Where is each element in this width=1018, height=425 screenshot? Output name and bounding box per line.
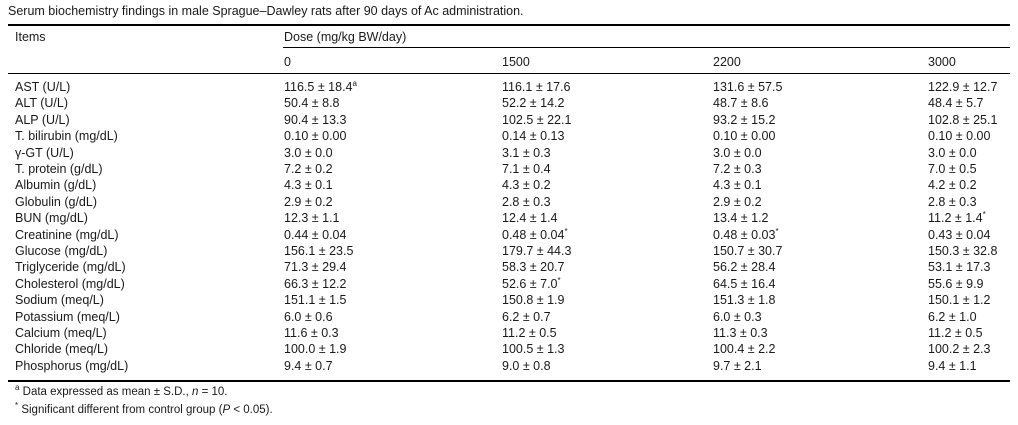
cell-footnote-mark: * — [557, 275, 561, 285]
dose-header-3000: 3000 — [928, 55, 956, 69]
cell-value: 6.0 ± 0.6 — [284, 309, 333, 324]
value-cell — [713, 277, 775, 291]
footnote-star — [15, 401, 273, 416]
value-cell — [713, 211, 769, 225]
row-item-label: Creatinine (mg/dL) — [15, 227, 119, 242]
value-cell — [502, 146, 551, 160]
cell-value: 3.1 ± 0.3 — [502, 145, 551, 160]
cell-value: 7.1 ± 0.4 — [502, 162, 551, 176]
table-row — [0, 80, 1018, 96]
value-cell — [284, 260, 346, 274]
cell-value: 100.5 ± 1.3 — [502, 342, 565, 357]
value-cell — [502, 96, 564, 110]
value-cell — [284, 359, 333, 373]
table-row — [0, 277, 1018, 293]
value-cell — [284, 228, 346, 242]
row-item-label: Cholesterol (mg/dL) — [15, 276, 125, 291]
cell-footnote-mark: a — [352, 79, 357, 88]
cell-value: 6.0 ± 0.3 — [713, 309, 762, 324]
value-cell — [502, 293, 564, 307]
value-cell — [502, 228, 568, 242]
cell-value: 3.0 ± 0.0 — [928, 145, 977, 160]
table-row — [0, 211, 1018, 227]
cell-value: 52.6 ± 7.0 — [502, 276, 558, 291]
header-rule — [8, 73, 1010, 74]
value-cell — [502, 80, 571, 94]
cell-value: 7.2 ± 0.2 — [284, 162, 333, 176]
dose-rule — [283, 47, 1010, 48]
dose-header: Dose (mg/kg BW/day) — [284, 30, 407, 44]
value-cell — [284, 178, 333, 192]
value-cell — [284, 342, 346, 356]
value-cell — [928, 293, 990, 307]
cell-value: 48.4 ± 5.7 — [928, 96, 984, 111]
cell-value: 71.3 ± 29.4 — [284, 260, 347, 275]
cell-value: 102.5 ± 22.1 — [502, 112, 572, 127]
row-item-label: ALT (U/L) — [15, 96, 69, 111]
row-item-label: T. protein (g/dL) — [15, 162, 103, 176]
bottom-rule — [8, 380, 1010, 382]
value-cell — [928, 342, 990, 356]
table-row — [0, 359, 1018, 375]
value-cell — [928, 178, 977, 192]
cell-value: 0.43 ± 0.04 — [928, 227, 991, 242]
footnote-italic: P — [222, 404, 231, 416]
footnote-a — [15, 383, 228, 398]
row-item-label: Calcium (meq/L) — [15, 326, 107, 340]
cell-value: 11.3 ± 0.3 — [713, 326, 768, 340]
value-cell — [713, 178, 762, 192]
table-row — [0, 228, 1018, 244]
cell-value: 11.2 ± 1.4 — [928, 211, 983, 226]
row-item-label: Chloride (meq/L) — [15, 342, 109, 357]
value-cell — [502, 310, 551, 324]
cell-value: 66.3 ± 12.2 — [284, 276, 347, 291]
value-cell — [928, 326, 983, 340]
value-cell — [502, 211, 558, 225]
value-cell — [502, 260, 564, 274]
table-row — [0, 310, 1018, 326]
value-cell — [928, 146, 977, 160]
cell-value: 2.8 ± 0.3 — [502, 194, 551, 209]
value-cell — [284, 96, 340, 110]
cell-value: 6.2 ± 1.0 — [928, 309, 977, 324]
table-row — [0, 162, 1018, 178]
row-item-label: Albumin (g/dL) — [15, 178, 97, 193]
row-item-label: Phosphorus (mg/dL) — [15, 358, 129, 373]
cell-value: 2.8 ± 0.3 — [928, 194, 977, 209]
cell-value: 4.2 ± 0.2 — [928, 178, 977, 193]
cell-value: 102.8 ± 25.1 — [928, 112, 998, 127]
table-row — [0, 113, 1018, 129]
value-cell — [502, 113, 571, 127]
value-cell — [713, 162, 762, 176]
cell-footnote-mark: * — [775, 226, 779, 236]
value-cell — [713, 342, 775, 356]
table-row — [0, 293, 1018, 309]
value-cell — [928, 129, 990, 143]
table-row — [0, 260, 1018, 276]
cell-value: 4.3 ± 0.1 — [713, 178, 762, 193]
cell-value: 11.6 ± 0.3 — [284, 326, 339, 340]
cell-value: 12.3 ± 1.1 — [284, 211, 340, 226]
value-cell — [713, 113, 775, 127]
cell-value: 64.5 ± 16.4 — [713, 276, 776, 291]
value-cell — [928, 195, 977, 209]
dose-header-0: 0 — [284, 55, 291, 69]
cell-value: 52.2 ± 14.2 — [502, 96, 565, 111]
cell-value: 55.6 ± 9.9 — [928, 276, 984, 291]
row-item-label: Sodium (meq/L) — [15, 293, 104, 308]
value-cell — [713, 129, 775, 143]
dose-header-2200: 2200 — [713, 55, 741, 69]
cell-value: 7.0 ± 0.5 — [928, 162, 977, 176]
cell-value: 122.9 ± 12.7 — [928, 80, 998, 94]
value-cell — [284, 326, 339, 340]
value-cell — [713, 228, 779, 242]
footnote-text: < 0.05). — [230, 404, 273, 416]
cell-value: 11.2 ± 0.5 — [928, 326, 983, 340]
table-row — [0, 96, 1018, 112]
cell-value: 50.4 ± 8.8 — [284, 96, 340, 111]
value-cell — [713, 326, 768, 340]
value-cell — [928, 162, 977, 176]
cell-value: 11.2 ± 0.5 — [502, 326, 557, 340]
value-cell — [502, 178, 551, 192]
cell-value: 151.1 ± 1.5 — [284, 293, 347, 308]
row-item-label: Globulin (g/dL) — [15, 194, 97, 209]
row-item-label: BUN (mg/dL) — [15, 211, 88, 226]
cell-value: 150.8 ± 1.9 — [502, 293, 565, 308]
value-cell — [928, 211, 986, 225]
value-cell — [713, 310, 762, 324]
value-cell — [713, 80, 782, 94]
value-cell — [284, 211, 340, 225]
cell-value: 100.4 ± 2.2 — [713, 342, 776, 357]
footnote-mark: * — [15, 401, 19, 410]
value-cell — [284, 293, 346, 307]
cell-value: 48.7 ± 8.6 — [713, 96, 769, 111]
footnote-text: Data expressed as mean ± S.D., — [22, 386, 192, 398]
table-row — [0, 129, 1018, 145]
cell-value: 156.1 ± 23.5 — [284, 244, 354, 258]
value-cell — [284, 277, 346, 291]
cell-value: 6.2 ± 0.7 — [502, 309, 551, 324]
cell-value: 4.3 ± 0.2 — [502, 178, 551, 193]
row-item-label: Triglyceride (mg/dL) — [15, 260, 126, 275]
cell-value: 179.7 ± 44.3 — [502, 244, 572, 258]
cell-footnote-mark: * — [982, 210, 986, 220]
value-cell — [928, 96, 984, 110]
cell-value: 13.4 ± 1.2 — [713, 211, 769, 226]
cell-value: 131.6 ± 57.5 — [713, 80, 783, 94]
value-cell — [284, 195, 333, 209]
value-cell — [928, 244, 997, 258]
value-cell — [284, 162, 333, 176]
table-row — [0, 146, 1018, 162]
table-row — [0, 326, 1018, 342]
items-header: Items — [15, 30, 46, 44]
cell-value: 90.4 ± 13.3 — [284, 112, 347, 127]
value-cell — [713, 260, 775, 274]
footnote-text: Significant different from control group ( — [21, 404, 223, 416]
value-cell — [713, 244, 782, 258]
footnote-text: = 10. — [198, 386, 228, 398]
cell-value: 150.7 ± 30.7 — [713, 244, 783, 258]
value-cell — [928, 277, 984, 291]
value-cell — [713, 96, 769, 110]
value-cell — [284, 129, 346, 143]
dose-header-1500: 1500 — [502, 55, 530, 69]
cell-footnote-mark: * — [564, 226, 568, 236]
value-cell — [713, 146, 762, 160]
cell-value: 9.7 ± 2.1 — [713, 358, 762, 373]
table-row — [0, 244, 1018, 260]
cell-value: 0.44 ± 0.04 — [284, 227, 347, 242]
value-cell — [928, 260, 990, 274]
footnote-mark: a — [15, 383, 20, 392]
value-cell — [502, 244, 571, 258]
row-item-label: ALP (U/L) — [15, 112, 70, 127]
cell-value: 3.0 ± 0.0 — [713, 145, 762, 160]
value-cell — [502, 277, 561, 291]
row-item-label: γ-GT (U/L) — [15, 145, 74, 160]
value-cell — [928, 80, 997, 94]
row-item-label: T. bilirubin (mg/dL) — [15, 129, 118, 144]
value-cell — [284, 80, 357, 94]
value-cell — [284, 244, 353, 258]
cell-value: 2.9 ± 0.2 — [713, 194, 762, 209]
cell-value: 0.48 ± 0.04 — [502, 227, 565, 242]
row-item-label: Potassium (meq/L) — [15, 309, 120, 324]
value-cell — [928, 310, 977, 324]
value-cell — [502, 326, 557, 340]
cell-value: 151.3 ± 1.8 — [713, 293, 776, 308]
cell-value: 150.1 ± 1.2 — [928, 293, 991, 308]
row-item-label: Glucose (mg/dL) — [15, 244, 108, 258]
cell-value: 116.5 ± 18.4 — [284, 80, 353, 94]
value-cell — [928, 228, 990, 242]
cell-value: 100.0 ± 1.9 — [284, 342, 347, 357]
cell-value: 93.2 ± 15.2 — [713, 112, 776, 127]
value-cell — [284, 146, 333, 160]
value-cell — [502, 162, 551, 176]
cell-value: 12.4 ± 1.4 — [502, 211, 558, 226]
cell-value: 0.10 ± 0.00 — [713, 129, 776, 144]
value-cell — [284, 310, 333, 324]
cell-value: 0.48 ± 0.03 — [713, 227, 776, 242]
cell-value: 0.10 ± 0.00 — [928, 129, 991, 144]
value-cell — [502, 342, 564, 356]
value-cell — [713, 293, 775, 307]
cell-value: 0.10 ± 0.00 — [284, 129, 347, 144]
value-cell — [502, 359, 551, 373]
table-row — [0, 342, 1018, 358]
row-item-label: AST (U/L) — [15, 80, 71, 94]
value-cell — [502, 129, 564, 143]
value-cell — [928, 113, 997, 127]
table-row — [0, 178, 1018, 194]
cell-value: 53.1 ± 17.3 — [928, 260, 991, 275]
cell-value: 9.4 ± 0.7 — [284, 358, 333, 373]
cell-value: 116.1 ± 17.6 — [502, 80, 571, 94]
footnote-italic: n — [191, 386, 199, 398]
top-rule — [8, 24, 1010, 26]
cell-value: 9.4 ± 1.1 — [928, 358, 977, 373]
value-cell — [713, 359, 762, 373]
cell-value: 2.9 ± 0.2 — [284, 194, 333, 209]
value-cell — [284, 113, 346, 127]
cell-value: 9.0 ± 0.8 — [502, 358, 551, 373]
cell-value: 58.3 ± 20.7 — [502, 260, 565, 275]
cell-value: 7.2 ± 0.3 — [713, 162, 762, 176]
cell-value: 3.0 ± 0.0 — [284, 145, 333, 160]
value-cell — [502, 195, 551, 209]
table-row — [0, 195, 1018, 211]
value-cell — [928, 359, 977, 373]
cell-value: 150.3 ± 32.8 — [928, 244, 998, 258]
cell-value: 56.2 ± 28.4 — [713, 260, 776, 275]
cell-value: 100.2 ± 2.3 — [928, 342, 991, 357]
value-cell — [713, 195, 762, 209]
cell-value: 4.3 ± 0.1 — [284, 178, 333, 193]
table-caption: Serum biochemistry findings in male Sprague–Dawley rats after 90 days of Ac administration. — [8, 4, 524, 18]
cell-value: 0.14 ± 0.13 — [502, 129, 565, 144]
